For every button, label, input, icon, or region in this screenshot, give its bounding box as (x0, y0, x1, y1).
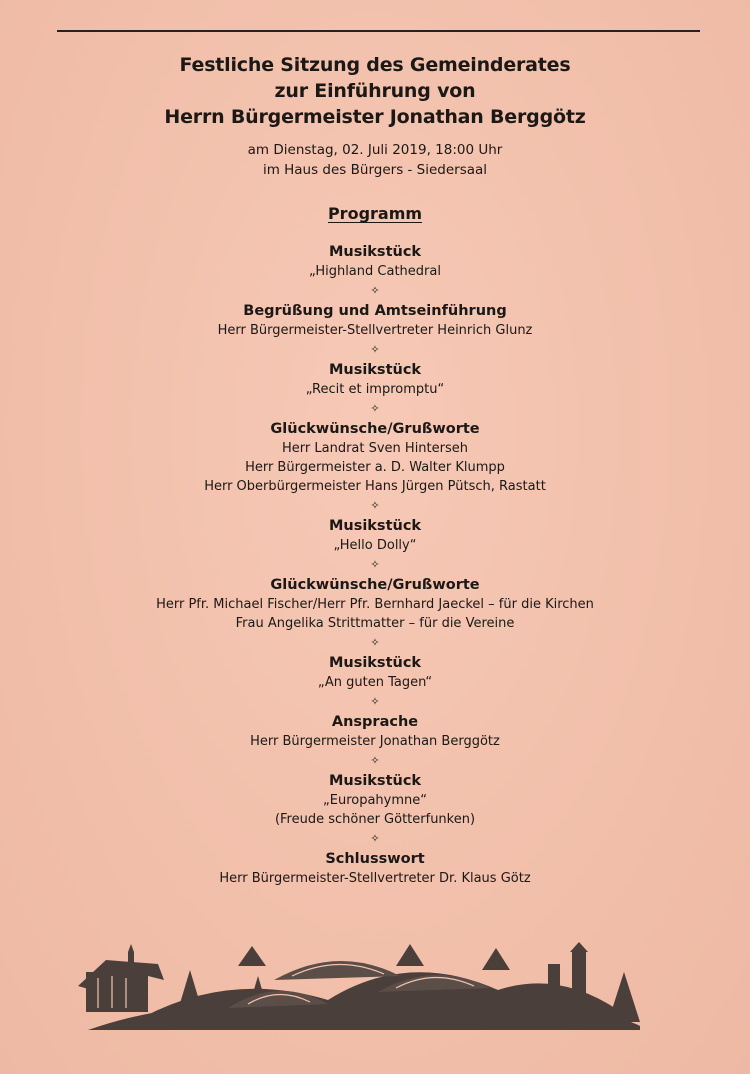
tower-right (548, 964, 560, 1008)
program-item-title: Begrüßung und Amtseinführung (243, 303, 507, 319)
peak-right (396, 944, 424, 966)
program-item (0, 849, 750, 888)
title-line-2: zur Einführung von (274, 80, 476, 102)
program-item-title: Musikstück (328, 362, 422, 378)
program-item (0, 516, 750, 555)
title-line-3: Herrn Bürgermeister Jonathan Berggötz (164, 106, 586, 128)
event-venue: im Haus des Bürgers - Siedersaal (262, 162, 488, 178)
separator-icon: ✧ (370, 499, 380, 512)
event-date: am Dienstag, 02. Juli 2019, 18:00 Uhr (247, 142, 503, 158)
program-item-title: Schlusswort (325, 851, 425, 867)
program-item-detail: Herr Bürgermeister Jonathan Berggötz (250, 734, 500, 749)
separator-icon: ✧ (370, 636, 380, 649)
program-item-detail: „Europahymne“ (323, 793, 427, 808)
program-item-detail: „Recit et impromptu“ (305, 382, 445, 397)
program-item-title: Musikstück (328, 244, 422, 260)
program-item (0, 242, 750, 281)
program-item (0, 360, 750, 399)
program-list (0, 242, 750, 888)
title-line-1: Festliche Sitzung des Gemeinderates (179, 54, 571, 76)
program-item-detail: Herr Bürgermeister-Stellvertreter Heinrich Glunz (217, 323, 533, 338)
tower-right-roof (570, 942, 588, 952)
program-item-title: Musikstück (328, 773, 422, 789)
program-item (0, 771, 750, 829)
program-item-detail: Frau Angelika Strittmatter – für die Vereine (235, 616, 515, 631)
program-item-detail: „An guten Tagen“ (317, 675, 433, 690)
program-item-detail: Herr Pfr. Michael Fischer/Herr Pfr. Bernhard Jaeckel – für die Kirchen (156, 597, 594, 612)
program-item-title: Musikstück (328, 655, 422, 671)
program-item (0, 575, 750, 633)
program-item-title: Musikstück (328, 518, 422, 534)
program-item-detail: Herr Bürgermeister-Stellvertreter Dr. Klaus Götz (219, 871, 531, 886)
program-item-detail: Herr Oberbürgermeister Hans Jürgen Pütsch, Rastatt (204, 479, 546, 494)
program-item-detail: Herr Landrat Sven Hinterseh (282, 441, 468, 456)
separator-icon: ✧ (370, 695, 380, 708)
program-item (0, 301, 750, 340)
peak-far-right (482, 948, 510, 970)
separator-icon: ✧ (370, 284, 380, 297)
program-item-detail: „Hello Dolly“ (333, 538, 417, 553)
peak-left (238, 946, 266, 966)
landscape-illustration (78, 930, 640, 1030)
separator-icon: ✧ (370, 754, 380, 767)
program-item-title: Glückwünsche/Grußworte (270, 577, 480, 593)
separator-icon: ✧ (370, 402, 380, 415)
program-item-detail: (Freude schöner Götterfunken) (274, 812, 476, 827)
separator-icon: ✧ (370, 832, 380, 845)
program-item-title: Glückwünsche/Grußworte (270, 421, 480, 437)
tower-right-2 (572, 952, 586, 1008)
program-item-detail: „Highland Cathedral (309, 264, 441, 279)
program-heading: Programm (327, 204, 423, 223)
program-item-title: Ansprache (331, 714, 419, 730)
separator-icon: ✧ (370, 558, 380, 571)
program-item-detail: Herr Bürgermeister a. D. Walter Klumpp (245, 460, 505, 475)
event-title (0, 52, 750, 130)
top-rule (57, 30, 700, 32)
separator-icon: ✧ (370, 343, 380, 356)
program-item (0, 712, 750, 751)
program-item (0, 653, 750, 692)
program-item (0, 419, 750, 496)
fir-tree (608, 972, 640, 1022)
event-meta (0, 140, 750, 180)
